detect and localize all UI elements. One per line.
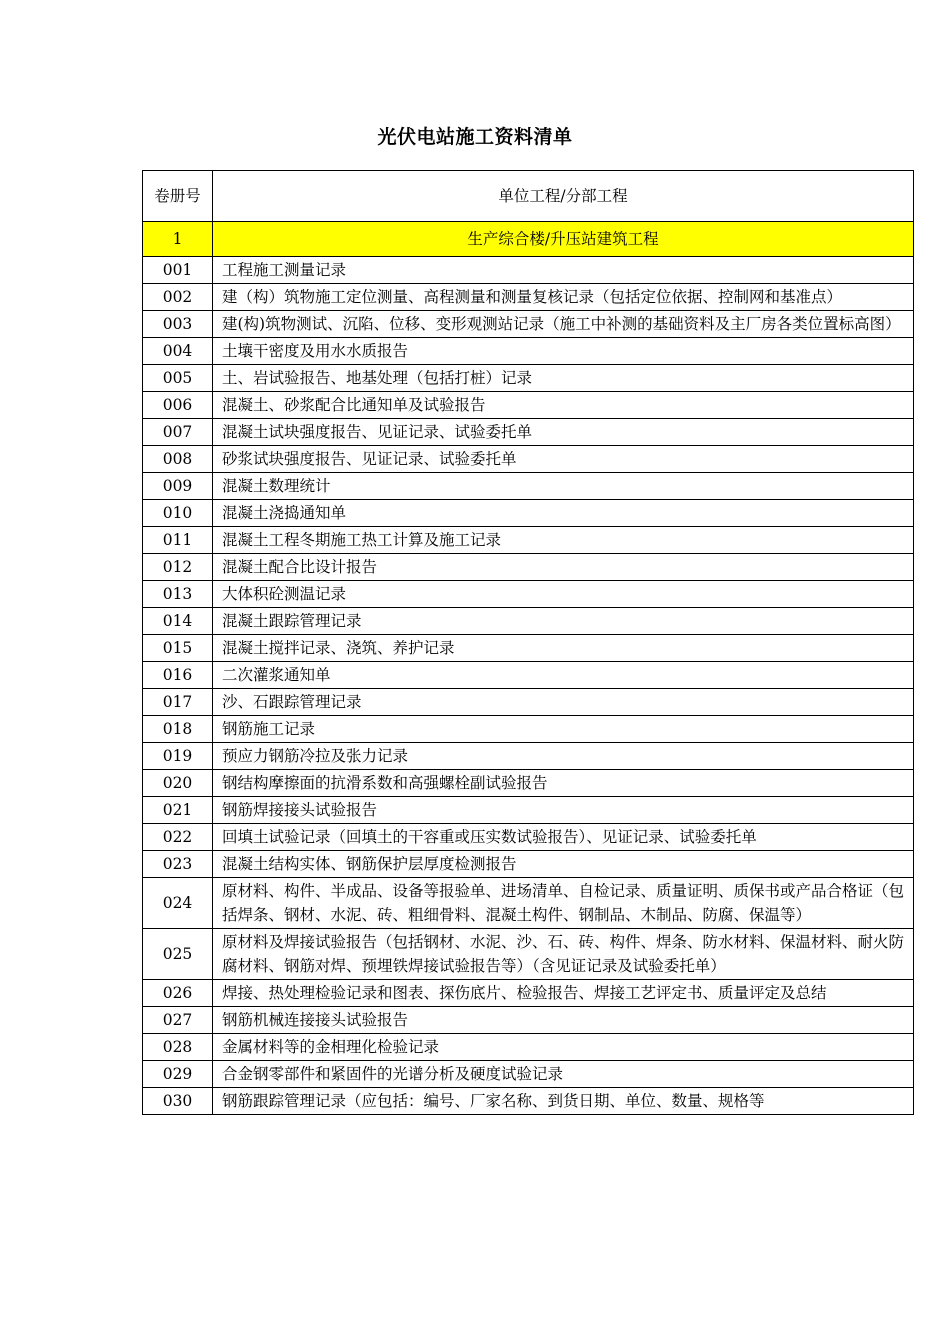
item-number: 019 [143, 743, 213, 770]
table-row [143, 500, 914, 527]
item-number: 016 [143, 662, 213, 689]
table-row [143, 797, 914, 824]
item-description: 混凝土搅拌记录、浇筑、养护记录 [213, 635, 914, 662]
item-number: 013 [143, 581, 213, 608]
item-description: 焊接、热处理检验记录和图表、探伤底片、检验报告、焊接工艺评定书、质量评定及总结 [213, 980, 914, 1007]
section-row [143, 222, 914, 257]
item-description: 混凝土试块强度报告、见证记录、试验委托单 [213, 419, 914, 446]
item-number: 008 [143, 446, 213, 473]
item-number: 002 [143, 284, 213, 311]
table-row [143, 473, 914, 500]
table-row [143, 1088, 914, 1115]
item-number: 021 [143, 797, 213, 824]
item-number: 017 [143, 689, 213, 716]
item-number: 005 [143, 365, 213, 392]
section-label: 生产综合楼/升压站建筑工程 [213, 222, 914, 257]
item-description: 钢筋机械连接接头试验报告 [213, 1007, 914, 1034]
item-number: 027 [143, 1007, 213, 1034]
item-description: 混凝土、砂浆配合比通知单及试验报告 [213, 392, 914, 419]
table-row [143, 365, 914, 392]
item-number: 018 [143, 716, 213, 743]
table-row [143, 851, 914, 878]
item-description: 原材料、构件、半成品、设备等报验单、进场清单、自检记录、质量证明、质保书或产品合格证（包括焊条、钢材、水泥、砖、粗细骨料、混凝土构件、钢制品、木制品、防腐、保温等） [213, 878, 914, 929]
item-description: 土、岩试验报告、地基处理（包括打桩）记录 [213, 365, 914, 392]
item-number: 009 [143, 473, 213, 500]
table-row [143, 419, 914, 446]
item-number: 029 [143, 1061, 213, 1088]
section-number: 1 [143, 222, 213, 257]
item-description: 钢筋焊接接头试验报告 [213, 797, 914, 824]
table-row [143, 284, 914, 311]
item-description: 合金钢零部件和紧固件的光谱分析及硬度试验记录 [213, 1061, 914, 1088]
table-row [143, 608, 914, 635]
item-number: 010 [143, 500, 213, 527]
item-number: 003 [143, 311, 213, 338]
item-description: 建（构）筑物施工定位测量、高程测量和测量复核记录（包括定位依据、控制网和基准点） [213, 284, 914, 311]
unit-project-header: 单位工程/分部工程 [213, 171, 914, 222]
item-number: 001 [143, 257, 213, 284]
table-row [143, 980, 914, 1007]
item-description: 钢筋跟踪管理记录（应包括：编号、厂家名称、到货日期、单位、数量、规格等 [213, 1088, 914, 1115]
item-number: 004 [143, 338, 213, 365]
item-description: 混凝土结构实体、钢筋保护层厚度检测报告 [213, 851, 914, 878]
item-number: 020 [143, 770, 213, 797]
item-description: 金属材料等的金相理化检验记录 [213, 1034, 914, 1061]
table-row [143, 1007, 914, 1034]
item-description: 土壤干密度及用水水质报告 [213, 338, 914, 365]
table-row [143, 929, 914, 980]
item-description: 钢筋施工记录 [213, 716, 914, 743]
item-description: 二次灌浆通知单 [213, 662, 914, 689]
table-row [143, 527, 914, 554]
item-description: 混凝土浇捣通知单 [213, 500, 914, 527]
table-row [143, 635, 914, 662]
table-row [143, 1034, 914, 1061]
table-header-row [143, 171, 914, 222]
table-row [143, 392, 914, 419]
table-row [143, 770, 914, 797]
document-title: 光伏电站施工资料清单 [377, 126, 573, 148]
item-description: 砂浆试块强度报告、见证记录、试验委托单 [213, 446, 914, 473]
item-description: 混凝土配合比设计报告 [213, 554, 914, 581]
table-row [143, 554, 914, 581]
item-description: 钢结构摩擦面的抗滑系数和高强螺栓副试验报告 [213, 770, 914, 797]
item-number: 007 [143, 419, 213, 446]
item-number: 011 [143, 527, 213, 554]
table-row [143, 662, 914, 689]
item-description: 原材料及焊接试验报告（包括钢材、水泥、沙、石、砖、构件、焊条、防水材料、保温材料、耐火防腐材料、钢筋对焊、预埋铁焊接试验报告等）（含见证记录及试验委托单） [213, 929, 914, 980]
item-description: 回填土试验记录（回填土的干容重或压实数试验报告）、见证记录、试验委托单 [213, 824, 914, 851]
table-row [143, 716, 914, 743]
table-row [143, 581, 914, 608]
table-row [143, 824, 914, 851]
item-number: 023 [143, 851, 213, 878]
item-number: 012 [143, 554, 213, 581]
item-number: 022 [143, 824, 213, 851]
table-row [143, 878, 914, 929]
item-number: 006 [143, 392, 213, 419]
item-description: 混凝土工程冬期施工热工计算及施工记录 [213, 527, 914, 554]
item-number: 026 [143, 980, 213, 1007]
item-description: 沙、石跟踪管理记录 [213, 689, 914, 716]
item-number: 015 [143, 635, 213, 662]
item-number: 025 [143, 929, 213, 980]
item-description: 建(构)筑物测试、沉陷、位移、变形观测站记录（施工中补测的基础资料及主厂房各类位置标高图） [213, 311, 914, 338]
table-row [143, 689, 914, 716]
item-description: 混凝土数理统计 [213, 473, 914, 500]
item-number: 024 [143, 878, 213, 929]
table-row [143, 257, 914, 284]
item-description: 工程施工测量记录 [213, 257, 914, 284]
table-row [143, 446, 914, 473]
item-description: 混凝土跟踪管理记录 [213, 608, 914, 635]
item-description: 预应力钢筋冷拉及张力记录 [213, 743, 914, 770]
table-row [143, 743, 914, 770]
table-row [143, 311, 914, 338]
table-row [143, 1061, 914, 1088]
item-number: 028 [143, 1034, 213, 1061]
volume-number-header: 卷册号 [143, 171, 213, 222]
materials-list-table [142, 170, 914, 1115]
item-number: 030 [143, 1088, 213, 1115]
item-description: 大体积砼测温记录 [213, 581, 914, 608]
item-number: 014 [143, 608, 213, 635]
table-row [143, 338, 914, 365]
